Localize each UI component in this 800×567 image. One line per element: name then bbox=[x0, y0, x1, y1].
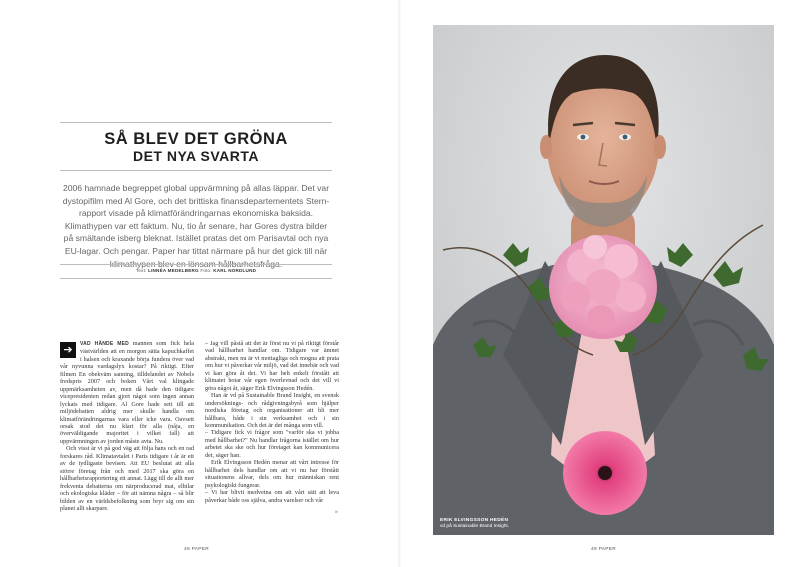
peony-flower bbox=[549, 235, 657, 339]
credit-text-label: Text: bbox=[135, 268, 147, 273]
body-column-2 bbox=[205, 340, 339, 504]
folio-left: 48 PAPER bbox=[184, 547, 209, 552]
body-column-1 bbox=[60, 340, 194, 512]
body-paragraph: – Vi har blivit medvetna om att vårt sätt att leva påverkar både oss själva, andra varelser och vår bbox=[205, 489, 339, 504]
title-line-1: SÅ BLEV DET GRÖNA bbox=[104, 130, 288, 148]
body-paragraph: – Jag vill påstå att det är först nu vi på riktigt förstår vad hållbarhet handlar om. Tidigare var ämnet abstrakt, men nu är vi mottagliga och mogna att prata om hur vi påverkar vår miljö, vad det innebär och vad vi kan göra åt det. Vi har helt enkelt förstått att klimatet hotar vår egen överlevnad och det vill vi göra något åt, säger Erik Elvingsson Hedén. bbox=[205, 340, 339, 392]
credit-photo-label: Foto: bbox=[200, 268, 212, 273]
title-top-rule bbox=[60, 122, 332, 123]
folio-right: 49 PAPER bbox=[591, 547, 616, 552]
lead-in: VAD HÄNDE MED bbox=[80, 341, 129, 347]
portrait-illustration bbox=[433, 25, 774, 535]
credits-top-rule bbox=[60, 264, 332, 265]
photo-caption bbox=[440, 518, 509, 530]
body-paragraph: Erik Elvingsson Hedén menar att vårt intresse för hållbarhet dels handlar om att vi nu har förstått situationens allvar, dels om hur människan rent psykologiskt fungerar. bbox=[205, 459, 339, 489]
body-paragraph: Och visst är vi på god väg att följa hans och en rad forskares råd. Klimatavtalet i Paris tidigare i år är ett av de tydligaste bevisen. Att EU beslutat att alla större företag från och med 2017 ska göra en hållbarhetsrapportering ett annat. Lägg till de allt mer frekventa debatterna om närproducerad mat, elbilar och ekologiska kläder – för att nämna några – så blir bilden av en världsbefolkning som bryr sig om sin planet allt skarpare. bbox=[60, 445, 194, 512]
title-bottom-rule bbox=[60, 170, 332, 171]
caption-name: ERIK ELVINGSSON HEDÉN bbox=[440, 518, 509, 523]
arrow-right-icon: ➔ bbox=[60, 342, 76, 358]
credit-photo-name: KARL NORDLUND bbox=[213, 268, 257, 273]
portrait-photo bbox=[433, 25, 774, 535]
body-text: mannen som fick hela västvärlden att en morgon sätta kapuchkaffet i halsen och kraxande börja fundera över vad vår nyvunna vardagslyx kostar? På riktigt. Efter filmen En obekväm sanning, tilldelandet av Nobels fredspris 2007 och boken Vårt val klingade uppmärksamheten av, men då hade den tidigare vicepresidenten redan gjort något som ingen annan lyckats med tidigare. Al Gore hade sett till att miljödebatten aldrig mer skulle handla om klimatförändringarnas vara eller icke vara. Oavsett orsak stod det nu klart för alla (nåja, en överväldigande majoritet i vilket fall) att uppvärmningen av jorden måste avta. Nu. bbox=[60, 340, 195, 445]
spread-gutter bbox=[398, 0, 402, 567]
article-credits bbox=[60, 268, 332, 273]
gerbera-flower bbox=[563, 431, 647, 515]
article-title bbox=[60, 131, 332, 165]
caption-role: vd på Sustainable Brand Insight. bbox=[440, 524, 510, 529]
body-paragraph: Han är vd på Sustainable Brand Insight, en svensk undersöknings- och rådgivningsbyrå som hjälper nordiska företag och organisationer att bli mer hållbara, både i sin verksamhet och i sin kommunikation. Och det är det många som vill. bbox=[205, 392, 339, 429]
article-intro: 2006 hamnade begreppet global uppvärmning på allas läppar. Det var dystopifilm med Al Gore, och det brittiska finansdepartementets Stern-rapport visade på klimatförändringarnas ekonomiska baksida. Klimathypen var ett faktum. Nu, tio år senare, har Gores dystra bilder på smältande isberg bleknat. Istället pratas det om Parisavtal och nya EU-lagar. Och pengar. Paper har tittat närmare på hur det gick till när bbox=[62, 183, 330, 256]
body-paragraph bbox=[60, 340, 194, 445]
credit-text-name: LINNÉA MEDELBERG bbox=[148, 268, 199, 273]
continue-mark: » bbox=[335, 509, 338, 515]
credits-bottom-rule bbox=[60, 278, 332, 279]
title-line-2: DET NYA SVARTA bbox=[132, 148, 259, 164]
body-paragraph: – Tidigare fick vi frågor som "varför ska vi jobba med hållbarhet?" Nu handlar frågorna istället om hur arbetet ska ske och hur företaget kan kommunicera det, säger han. bbox=[205, 429, 339, 459]
